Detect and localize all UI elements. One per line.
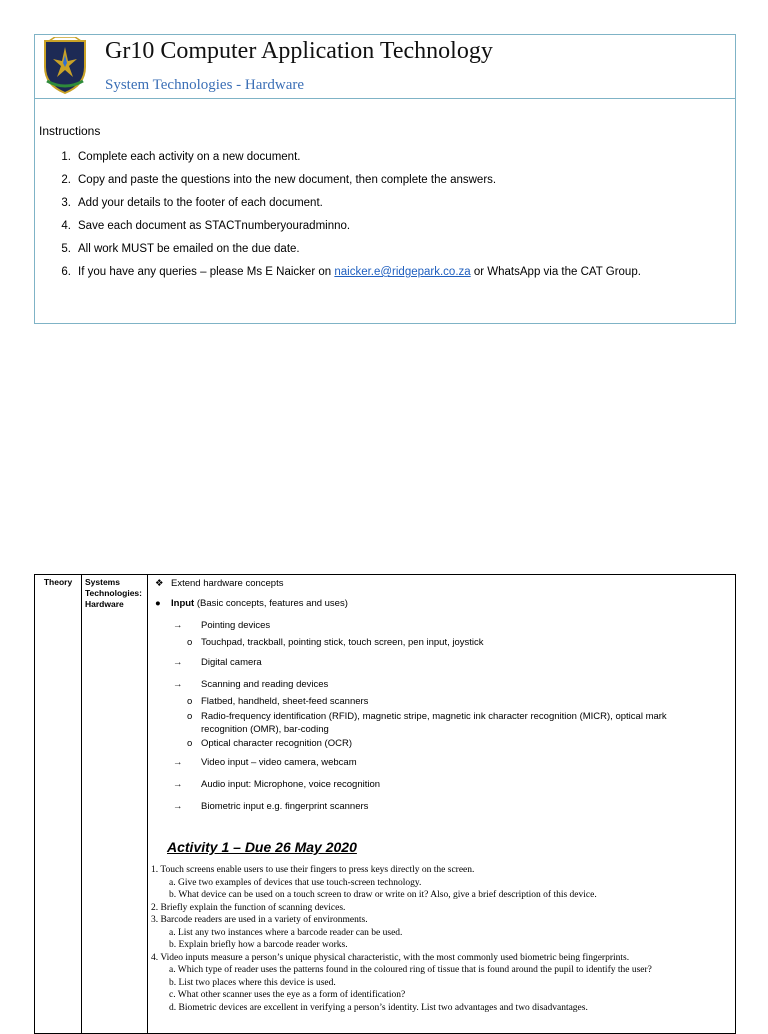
question-line: d. Biometric devices are excellent in verifying a person’s identity. List two advantages and two disadvantages. bbox=[169, 1002, 588, 1013]
instruction-item bbox=[53, 243, 641, 266]
question-line: 1. Touch screens enable users to use their fingers to press keys directly on the screen. bbox=[151, 865, 475, 875]
item-text bbox=[78, 266, 641, 289]
question-line: 2. Briefly explain the function of scanning devices. bbox=[151, 902, 346, 913]
circle-bullet-icon: o bbox=[187, 696, 193, 707]
item-text: Pointing devices bbox=[201, 620, 271, 631]
header-banner bbox=[35, 35, 735, 99]
item-text: Biometric input e.g. fingerprint scanners bbox=[201, 801, 369, 812]
activity-title: Activity 1 – Due 26 May 2020 bbox=[167, 839, 357, 855]
arrow-icon: → bbox=[173, 679, 183, 690]
item-text: Extend hardware concepts bbox=[171, 578, 284, 589]
question-line: a. List any two instances where a barcode reader can be used. bbox=[169, 927, 403, 938]
question-list bbox=[151, 864, 652, 1014]
header-box bbox=[34, 34, 736, 324]
question-line: b. What device can be used on a touch screen to draw or write on it? Also, give a brief description of this device. bbox=[169, 890, 597, 900]
list-item bbox=[173, 657, 262, 668]
item-text: Video input – video camera, webcam bbox=[201, 757, 357, 768]
item-text: Audio input: Microphone, voice recognition bbox=[201, 779, 381, 790]
instruction-item bbox=[53, 197, 641, 220]
instruction-item bbox=[53, 174, 641, 197]
item-text: Flatbed, handheld, sheet-feed scanners bbox=[201, 696, 369, 707]
instruction-item bbox=[53, 151, 641, 174]
item-number: 1. bbox=[61, 151, 71, 163]
list-item bbox=[173, 801, 368, 812]
instruction-item bbox=[53, 266, 641, 289]
question-line: b. Explain briefly how a barcode reader works. bbox=[169, 940, 348, 950]
list-item bbox=[187, 696, 368, 707]
item-text: (Basic concepts, features and uses) bbox=[194, 598, 348, 609]
list-item bbox=[173, 779, 380, 790]
item-text: Digital camera bbox=[201, 657, 262, 668]
list-item bbox=[187, 637, 484, 648]
diamond-bullet-icon: ❖ bbox=[155, 578, 164, 589]
item-number: 5. bbox=[61, 243, 71, 255]
email-link[interactable]: naicker.e@ridgepark.co.za bbox=[334, 266, 471, 278]
item-number: 6. bbox=[61, 266, 71, 278]
item-text: Complete each activity on a new document. bbox=[78, 151, 301, 163]
item-label: Input bbox=[171, 598, 195, 609]
item-number: 4. bbox=[61, 220, 71, 232]
circle-bullet-icon: o bbox=[187, 738, 193, 749]
column-divider bbox=[81, 575, 82, 1033]
item-text: Copy and paste the questions into the new document, then complete the answers. bbox=[78, 174, 497, 186]
item-text: Optical character recognition (OCR) bbox=[201, 738, 352, 749]
instruction-item bbox=[53, 220, 641, 243]
item-text: Scanning and reading devices bbox=[201, 679, 329, 690]
query-text-end: or WhatsApp via the CAT Group. bbox=[470, 266, 641, 278]
question-line: a. Give two examples of devices that use touch-screen technology. bbox=[169, 877, 422, 888]
document-title: Gr10 Computer Application Technology bbox=[105, 38, 493, 64]
item-text: Radio-frequency identification (RFID), magnetic stripe, magnetic ink character recognition (MICR), optical mark bbox=[201, 711, 667, 722]
item-number: 3. bbox=[61, 197, 71, 209]
instructions-list bbox=[53, 151, 641, 289]
list-item bbox=[155, 598, 348, 609]
arrow-icon: → bbox=[173, 757, 183, 768]
list-item bbox=[155, 578, 283, 589]
school-crest-logo bbox=[39, 37, 91, 95]
question-line: a. Which type of reader uses the patterns found in the coloured ring of tissue that is found around the pupil to identify the user? bbox=[169, 965, 652, 975]
arrow-icon: → bbox=[173, 620, 183, 631]
instructions-heading: Instructions bbox=[39, 124, 101, 138]
item-text: All work MUST be emailed on the due date. bbox=[78, 243, 300, 255]
document-subtitle: System Technologies - Hardware bbox=[105, 77, 305, 93]
circle-bullet-icon: o bbox=[187, 711, 193, 722]
list-item bbox=[173, 757, 357, 768]
list-item-continuation: recognition (OMR), bar-coding bbox=[201, 724, 329, 735]
curriculum-table bbox=[34, 574, 736, 1034]
theory-cell: Theory bbox=[43, 577, 73, 587]
list-item bbox=[187, 711, 667, 722]
arrow-icon: → bbox=[173, 657, 183, 668]
topic-cell: Systems Technologies: Hardware bbox=[85, 577, 142, 609]
list-item bbox=[173, 679, 328, 690]
question-line: c. What other scanner uses the eye as a form of identification? bbox=[169, 990, 406, 1000]
arrow-icon: → bbox=[173, 779, 183, 790]
arrow-icon: → bbox=[173, 801, 183, 812]
question-line: 3. Barcode readers are used in a variety of environments. bbox=[151, 915, 368, 925]
question-line: 4. Video inputs measure a person’s unique physical characteristic, with the most commonly used biometric being fingerprints. bbox=[151, 952, 630, 963]
item-text: Save each document as STACTnumberyouradminno. bbox=[78, 220, 351, 232]
item-text: Add your details to the footer of each document. bbox=[78, 197, 323, 209]
query-text: If you have any queries – please Ms E Naicker on bbox=[78, 266, 335, 278]
list-item bbox=[187, 738, 352, 749]
question-line: b. List two places where this device is used. bbox=[169, 977, 336, 988]
list-item bbox=[173, 620, 270, 631]
circle-bullet-icon: o bbox=[187, 637, 193, 648]
column-divider bbox=[147, 575, 148, 1033]
dot-bullet-icon: ● bbox=[155, 598, 161, 609]
item-text: Touchpad, trackball, pointing stick, touch screen, pen input, joystick bbox=[201, 637, 484, 648]
item-number: 2. bbox=[61, 174, 71, 186]
